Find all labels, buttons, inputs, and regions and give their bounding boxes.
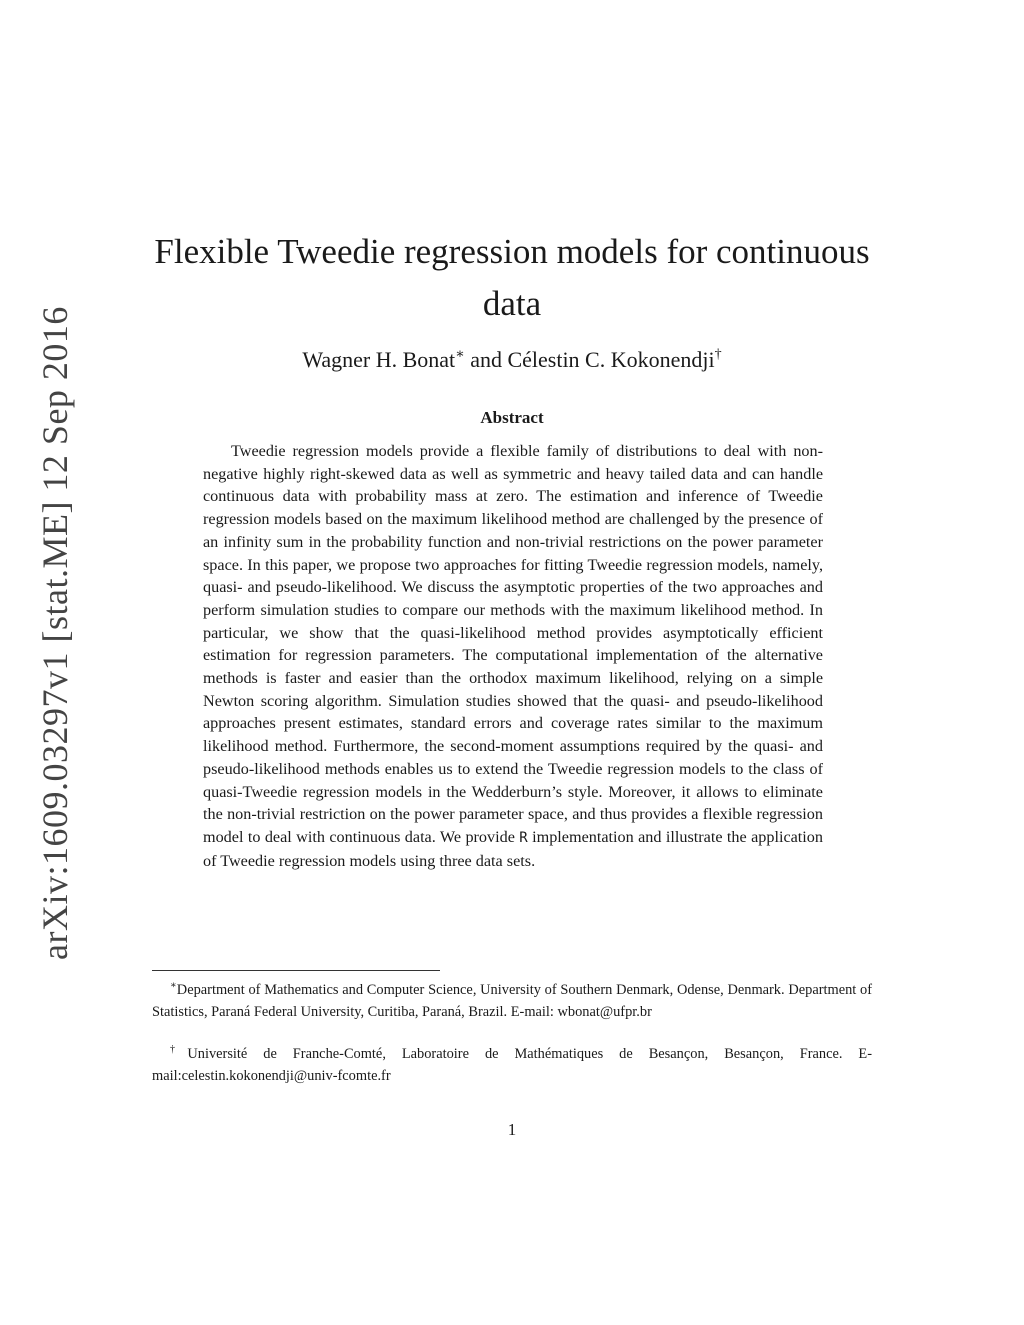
author-list: [150, 340, 874, 375]
footnote-affiliation-1: [152, 975, 872, 1023]
footnote-affiliation-2: [152, 1039, 872, 1087]
abstract-text: Tweedie regression models provide a flexible family of distributions to deal with non-negative highly right-skewed data as well as symmetric and heavy tailed data and can handle continuous data with probability mass at zero. The estimation and inference of Tweedie regression models based on the maximum likelihood method are challenged by the presence of an infinity sum in the probability function and non-trivial restrictions on the power parameter space. In this paper, we propose two approaches for fitting Tweedie regression models, namely, quasi- and pseudo-likelihood. We discuss the asymptotic properties of the two approaches and perform simulation studies to compare our methods with the maximum likelihood method. In particular, we show that the quasi-likelihood method provides asymptotically efficient estimation for regression parameters. The computational implementation of the alternative methods is faster and easier than the orthodox maximum likelihood, relying on a simple Newton scoring algorithm. Simulation studies showed that the quasi- and pseudo-likelihood approaches present estimates, standard errors and coverage rates similar to the maximum likelihood method. Furthermore, the second-moment assumptions required by the quasi- and pseudo-likelihood methods enables us to extend the Tweedie regression models to the class of quasi-Tweedie regression models in the Wedderburn’s style. Moreover, it allows to eliminate the non-trivial restriction on the power parameter space, and thus provides a flexible regression model to deal with continuous data. We provide: [203, 442, 823, 846]
footnote-text: Department of Mathematics and Computer Science, University of Southern Denmark, Odense, Denmark. Department of Statistics, Paraná Federal University, Curitiba, Paraná, Brazil. E-mail: wbonat@ufpr.br: [152, 982, 872, 1020]
author-conjunction: and: [464, 347, 508, 372]
footnote-marker: ∗: [455, 347, 465, 362]
author-name: Célestin C. Kokonendji: [507, 347, 715, 372]
arxiv-identifier: arXiv:1609.03297v1 [stat.ME] 12 Sep 2016: [35, 306, 75, 960]
footnote-divider: [152, 970, 440, 971]
footnote-marker: †: [170, 1044, 188, 1055]
author-name: Wagner H. Bonat: [302, 347, 456, 372]
abstract-body: [203, 440, 823, 872]
abstract-code-r: R: [519, 829, 528, 846]
paper-title: Flexible Tweedie regression models for continuous data: [154, 232, 870, 323]
abstract-heading: Abstract: [480, 408, 544, 427]
footnote-marker: †: [714, 347, 722, 362]
footnote-text: Université de Franche-Comté, Laboratoire de Mathématiques de Besançon, Besançon, France. E-mail:celestin.kokonendji@univ-fcomte.fr: [152, 1046, 872, 1084]
page-number: 1: [507, 1120, 517, 1139]
abstract-text-end: implementation and illustrate the application of Tweedie regression models using three data sets.: [203, 827, 823, 870]
footnote-marker: ∗: [170, 980, 177, 991]
